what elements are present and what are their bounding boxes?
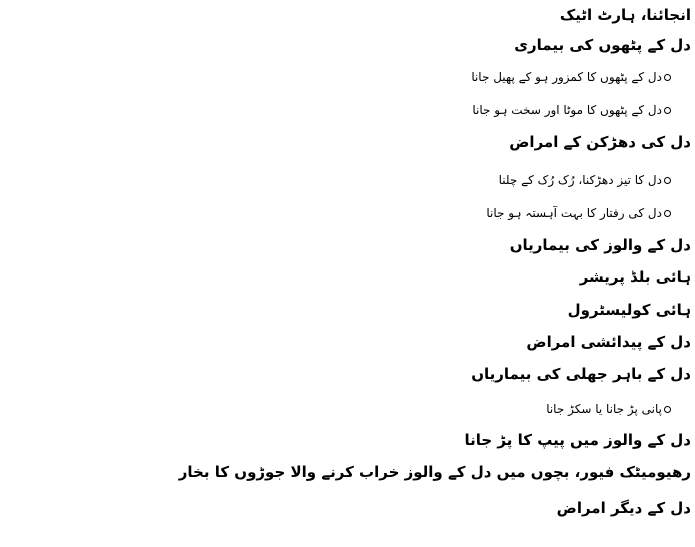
bullet-icon [664,406,671,413]
bullet-icon [664,210,671,217]
heading-arrhythmia [509,135,691,150]
heading-text: دل کے پیدائشی امراض [526,333,691,351]
heading-text: دل کے دیگر امراض [556,499,691,517]
bullet-text: دل کے پٹھوں کا موٹا اور سخت ہو جانا [472,103,662,117]
heading-text: انجائنا، ہارٹ اٹیک [559,6,691,24]
bullet-text: دل کے پٹھوں کا کمزور ہو کے پھیل جانا [471,70,662,84]
bullet-icon [664,177,671,184]
heading-congenital-heart-disease [526,335,691,350]
heading-text: دل کے باہر جھلی کی بیماریاں [471,365,691,383]
bullet-text: دل کا تیز دھڑکنا، رُک رُک کے چلنا [498,173,662,187]
heading-text: دل کے والوز میں پیپ کا پڑ جانا [464,431,691,449]
bullet-bradycardia [486,207,671,219]
heading-pericardial-disease [471,367,691,382]
heading-high-blood-pressure [580,270,691,285]
bullet-tachycardia [499,174,671,186]
heading-endocarditis [465,433,692,448]
heading-cardiomyopathy [514,38,691,53]
heading-valve-disease [510,238,691,253]
heading-text: ہائی بلڈ پریشر [579,268,691,286]
bullet-icon [664,107,671,114]
bullet-icon [664,74,671,81]
heading-text: ہائی کولیسٹرول [567,301,691,319]
bullet-text: دل کی رفتار کا بہت آہستہ ہو جانا [486,206,662,220]
heading-other-heart-diseases [557,501,691,516]
bullet-text: پانی پڑ جانا یا سکڑ جانا [546,402,662,416]
heading-text: دل کی دھڑکن کے امراض [509,133,691,151]
heading-angina-heart-attack [560,8,691,23]
heading-text: رھیومیٹک فیور، بچوں میں دل کے والوز خراب کرنے والا جوڑوں کا بخار [178,463,691,481]
heading-text: دل کے والوز کی بیماریاں [509,236,691,254]
bullet-dilated-cardiomyopathy [471,71,671,83]
bullet-pericardial-effusion [546,403,671,415]
heading-rheumatic-fever [179,465,691,480]
heading-text: دل کے پٹھوں کی بیماری [514,36,691,54]
heading-high-cholesterol [568,303,691,318]
bullet-hypertrophic-cardiomyopathy [472,104,671,116]
